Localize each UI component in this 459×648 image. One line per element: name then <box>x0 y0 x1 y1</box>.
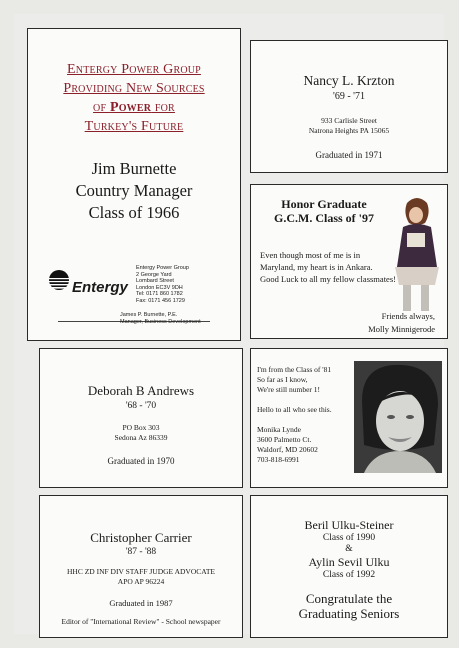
carrier-years: '87 - '88 <box>125 547 157 557</box>
entergy-logo-row <box>48 265 228 313</box>
honor-signoff-line: Friends always, <box>381 311 435 321</box>
carrier-ad <box>39 495 243 638</box>
carrier-unit <box>40 567 242 587</box>
entergy-ad <box>27 28 241 341</box>
carrier-name: Christopher Carrier <box>90 530 192 545</box>
entergy-signature <box>120 312 201 326</box>
carrier-unit-line: HHC ZD INF DIV STAFF JUDGE ADVOCATE <box>66 567 216 576</box>
monika-contact-line: Waldorf, MD 20602 <box>257 445 318 454</box>
entergy-header-line: Turkey's Future <box>84 119 184 134</box>
ulku-congrats-line: Congratulate the <box>305 591 393 606</box>
entergy-address-line: Entergy Power Group <box>136 265 189 271</box>
monika-line: Hello to all who see this. <box>257 405 332 414</box>
honor-signoff <box>368 310 435 336</box>
krzton-address-line: Natrona Heights PA 15065 <box>308 126 390 135</box>
honor-message <box>260 249 405 285</box>
krzton-ad <box>250 40 448 173</box>
entergy-header-line <box>28 98 240 117</box>
honor-graduate-ad <box>250 184 448 339</box>
honor-message-line: Maryland, my heart is in Ankara. <box>260 262 373 272</box>
entergy-header-for: for <box>151 100 175 115</box>
andrews-ad <box>39 348 243 488</box>
ulku-class-2: Class of 1992 <box>322 570 376 580</box>
krzton-graduated: Graduated in 1971 <box>315 150 383 160</box>
entergy-person-block <box>28 158 240 224</box>
krzton-name: Nancy L. Krzton <box>303 73 395 88</box>
entergy-signature-title: Manager, Business Development <box>120 319 201 325</box>
ulku-name-1: Beril Ulku-Steiner <box>304 518 394 532</box>
honor-title-line: Honor Graduate <box>281 197 367 211</box>
monika-contact-line: Monika Lynde <box>257 425 301 434</box>
honor-signoff-line: Molly Minnigerode <box>368 324 435 334</box>
carrier-graduated: Graduated in 1987 <box>109 598 173 608</box>
honor-message-line: Even though most of me is in <box>260 250 361 260</box>
spacer <box>257 415 353 425</box>
monika-contact-line: 703-818-6991 <box>257 455 300 464</box>
entergy-person-name: Jim Burnette <box>91 159 177 178</box>
entergy-person-class: Class of 1966 <box>88 203 180 222</box>
entergy-sun-logo-icon <box>48 269 70 291</box>
entergy-address-line: Fax: 0171 456 1729 <box>136 297 185 304</box>
ulku-ampersand: & <box>345 544 353 554</box>
entergy-header-of: of <box>93 100 110 115</box>
ulku-congrats-line: Graduating Seniors <box>298 606 400 621</box>
spacer <box>257 395 353 405</box>
entergy-address-line: Tel: 0171 860 1782 <box>136 291 183 297</box>
entergy-address-line: Lombard Street <box>136 278 174 284</box>
entergy-header-line: Providing New Sources <box>63 81 205 96</box>
carrier-unit-line: APO AP 96224 <box>117 577 165 586</box>
krzton-address-line: 933 Carlisle Street <box>321 116 377 125</box>
krzton-years: '69 - '71 <box>333 91 365 102</box>
entergy-header-power: Power <box>109 100 152 115</box>
carrier-editor-note: Editor of "International Review" - School newspaper <box>61 617 221 626</box>
andrews-name: Deborah B Andrews <box>87 383 195 398</box>
honor-title <box>251 197 397 225</box>
ulku-name-2: Aylin Sevil Ulku <box>308 555 390 569</box>
andrews-graduated: Graduated in 1970 <box>107 456 175 466</box>
andrews-address-line: Sedona Az 86339 <box>114 433 168 442</box>
monika-line: I'm from the Class of '81 <box>257 365 332 374</box>
entergy-signature-name: James P. Burnette, P.E. <box>120 312 178 318</box>
entergy-header <box>28 60 240 136</box>
ulku-congratulations <box>251 591 447 621</box>
yearbook-ad-page <box>14 14 444 634</box>
andrews-address <box>40 423 242 443</box>
monika-portrait-photo <box>354 361 442 473</box>
entergy-header-line: Entergy Power Group <box>67 62 201 77</box>
monika-message <box>257 365 353 465</box>
andrews-years: '68 - '70 <box>125 401 157 411</box>
monika-ad <box>250 348 448 488</box>
monika-line: So far as I know, <box>257 375 308 384</box>
entergy-address-line: London EC3V 9DH <box>136 284 183 291</box>
entergy-person-title: Country Manager <box>75 181 193 200</box>
andrews-address-line: PO Box 303 <box>122 423 160 432</box>
honor-title-line: G.C.M. Class of '97 <box>274 211 374 225</box>
monika-contact-line: 3600 Palmetto Ct. <box>257 435 312 444</box>
honor-message-line: Good Luck to all my fellow classmates! <box>260 274 396 284</box>
krzton-address <box>251 116 447 136</box>
ulku-ad <box>250 495 448 638</box>
entergy-address <box>136 265 189 304</box>
entergy-logo-word: Entergy <box>72 279 128 296</box>
entergy-address-line: 2 George Yard <box>136 271 172 278</box>
monika-line: We're still number 1! <box>257 385 321 394</box>
ulku-class-1: Class of 1990 <box>322 533 376 543</box>
